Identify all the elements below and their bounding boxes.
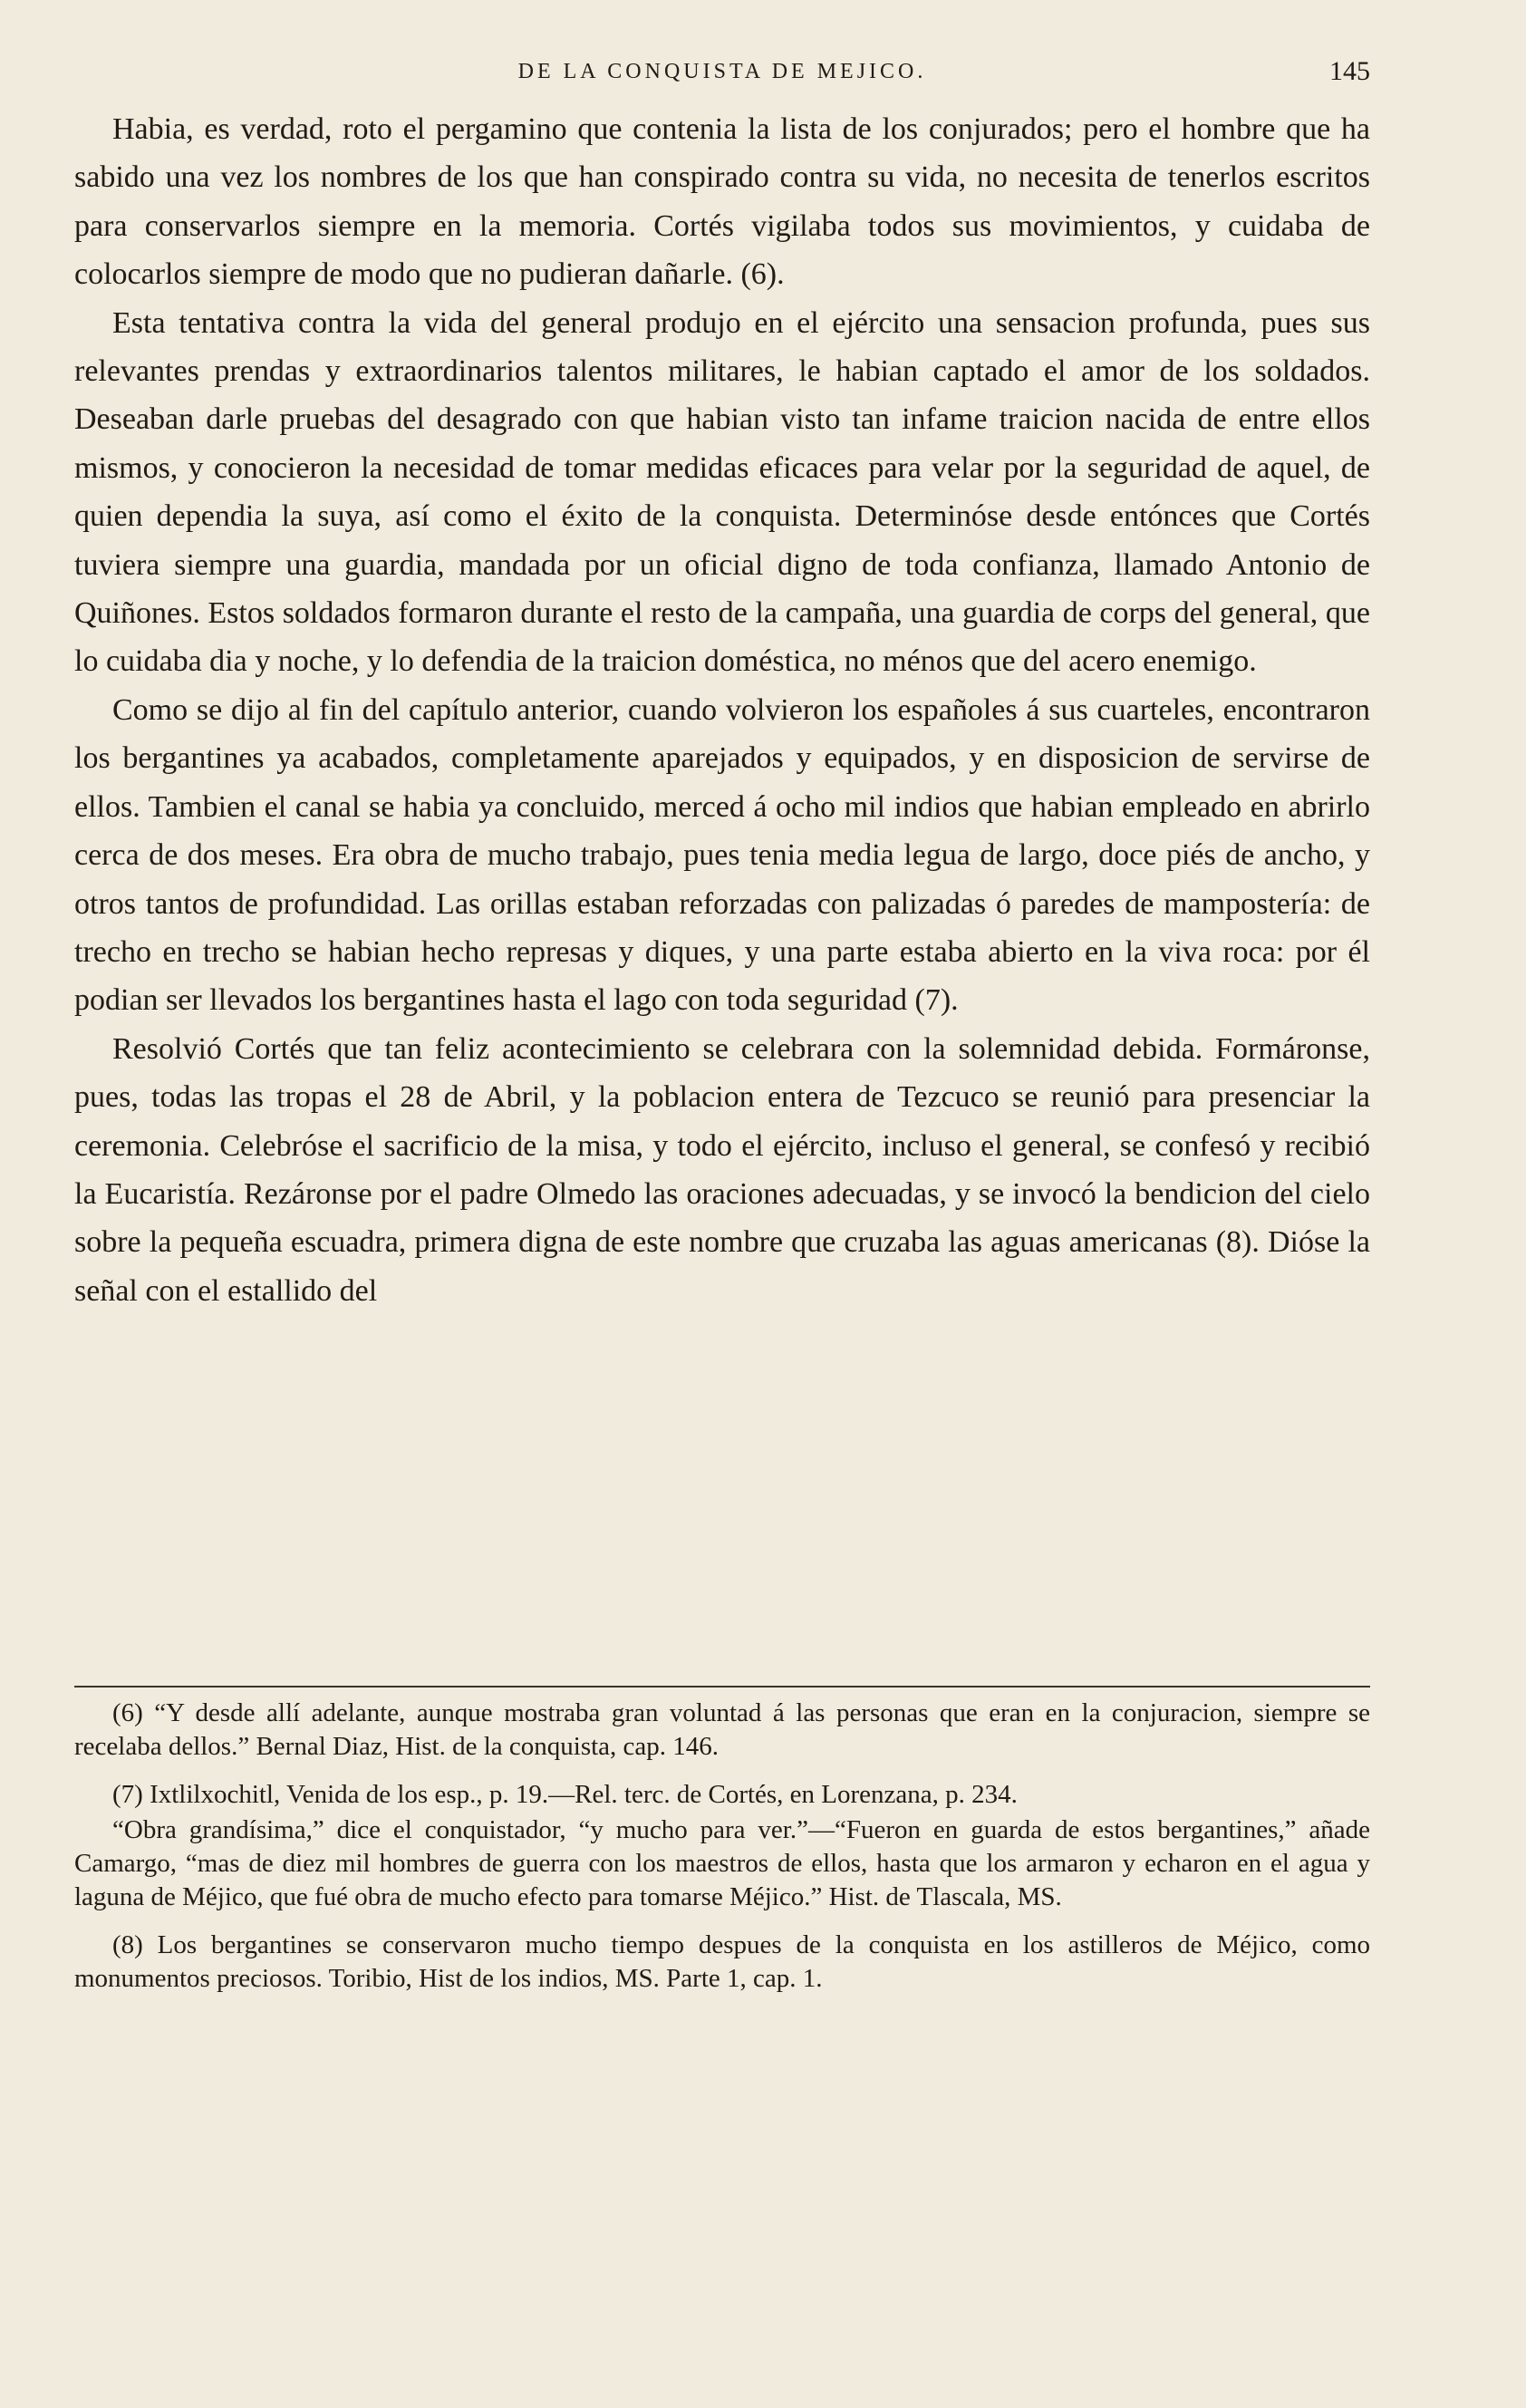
paragraph: Como se dijo al fin del capítulo anterior, cuando volvieron los españoles á sus cuarteles, encontraron los bergantines ya acabados, completamente aparejados y equipados, y en disposicion de servirse de ellos. Tambien el canal se habia ya concluido, merced á ocho mil indios que habian empleado en abrirlo cerca de dos meses. Era obra de mucho trabajo, pues tenia media legua de largo, doce piés de ancho, y otros tantos de profundidad. Las orillas estaban reforzadas con palizadas ó paredes de mampostería: de trecho en trecho se habian hecho represas y diques, y una parte estaba abierto en la viva roca: por él podian ser llevados los bergantines hasta el lago con toda seguridad (7). — [74, 692, 1370, 1018]
footnote-6: (6) “Y desde allí adelante, aunque mostraba gran voluntad á las personas que eran en la conjuracion, siempre se recelaba dellos.” Bernal Diaz, Hist. de la conquista, cap. 146. — [74, 1698, 1370, 1761]
page-number: 145 — [1329, 56, 1370, 86]
running-title: DE LA CONQUISTA DE MEJICO. — [517, 60, 927, 83]
paragraph: Resolvió Cortés que tan feliz acontecimiento se celebrara con la solemnidad debida. Formáronse, pues, todas las tropas el 28 de Abril, y la poblacion entera de Tezcuco se reunió para presenciar la ceremonia. Celebróse el sacrificio de la misa, y todo el ejército, incluso el general, se confesó y recibió la Eucaristía. Rezáronse por el padre Olmedo las oraciones adecuadas, y se invocó la bendicion del cielo sobre la pequeña escuadra, primera digna de este nombre que cruzaba las aguas americanas (8). Dióse la señal con el estallido del — [74, 1031, 1370, 1308]
footnote-7: (7) Ixtlilxochitl, Venida de los esp., p. 19.—Rel. terc. de Cortés, en Lorenzana, p. 234. — [112, 1780, 1018, 1809]
footnote-8: (8) Los bergantines se conservaron mucho tiempo despues de la conquista en los astilleros de Méjico, como monumentos preciosos. Toribio, Hist de los indios, MS. Parte 1, cap. 1. — [74, 1930, 1370, 1993]
paragraph: Esta tentativa contra la vida del general produjo en el ejército una sensacion profunda, pues sus relevantes prendas y extraordinarios talentos militares, le habian captado el amor de los soldados. Deseaban darle pruebas del desagrado con que habian visto tan infame traicion nacida de entre ellos mismos, y conocieron la necesidad de tomar medidas eficaces para velar por la seguridad de aquel, de quien dependia la suya, así como el éxito de la conquista. Determinóse desde entónces que Cortés tuviera siempre una guardia, mandada por un oficial digno de toda confianza, llamado Antonio de Quiñones. Estos soldados formaron durante el resto de la campaña, una guardia de corps del general, que lo cuidaba dia y noche, y lo defendia de la traicion doméstica, no ménos que del acero enemigo. — [74, 305, 1370, 679]
body-text — [74, 105, 1370, 1315]
footnote-divider — [74, 1686, 1370, 1688]
page-header — [74, 54, 1370, 94]
paragraph: Habia, es verdad, roto el pergamino que contenia la lista de los conjurados; pero el hombre que ha sabido una vez los nombres de los que han conspirado contra su vida, no necesita de tenerlos escritos para conservarlos siempre en la memoria. Cortés vigilaba todos sus movimientos, y cuidaba de colocarlos siempre de modo que no pudieran dañarle. (6). — [74, 112, 1370, 292]
footnote-7-continuation: “Obra grandísima,” dice el conquistador, “y mucho para ver.”—“Fueron en guarda de estos bergantines,” añade Camargo, “mas de diez mil hombres de guerra con los maestros de ellos, hasta que los armaron y echaron en el agua y laguna de Méjico, que fué obra de mucho efecto para tomarse Méjico.” Hist. de Tlascala, MS. — [74, 1815, 1370, 1911]
footnotes — [74, 1697, 1370, 2010]
